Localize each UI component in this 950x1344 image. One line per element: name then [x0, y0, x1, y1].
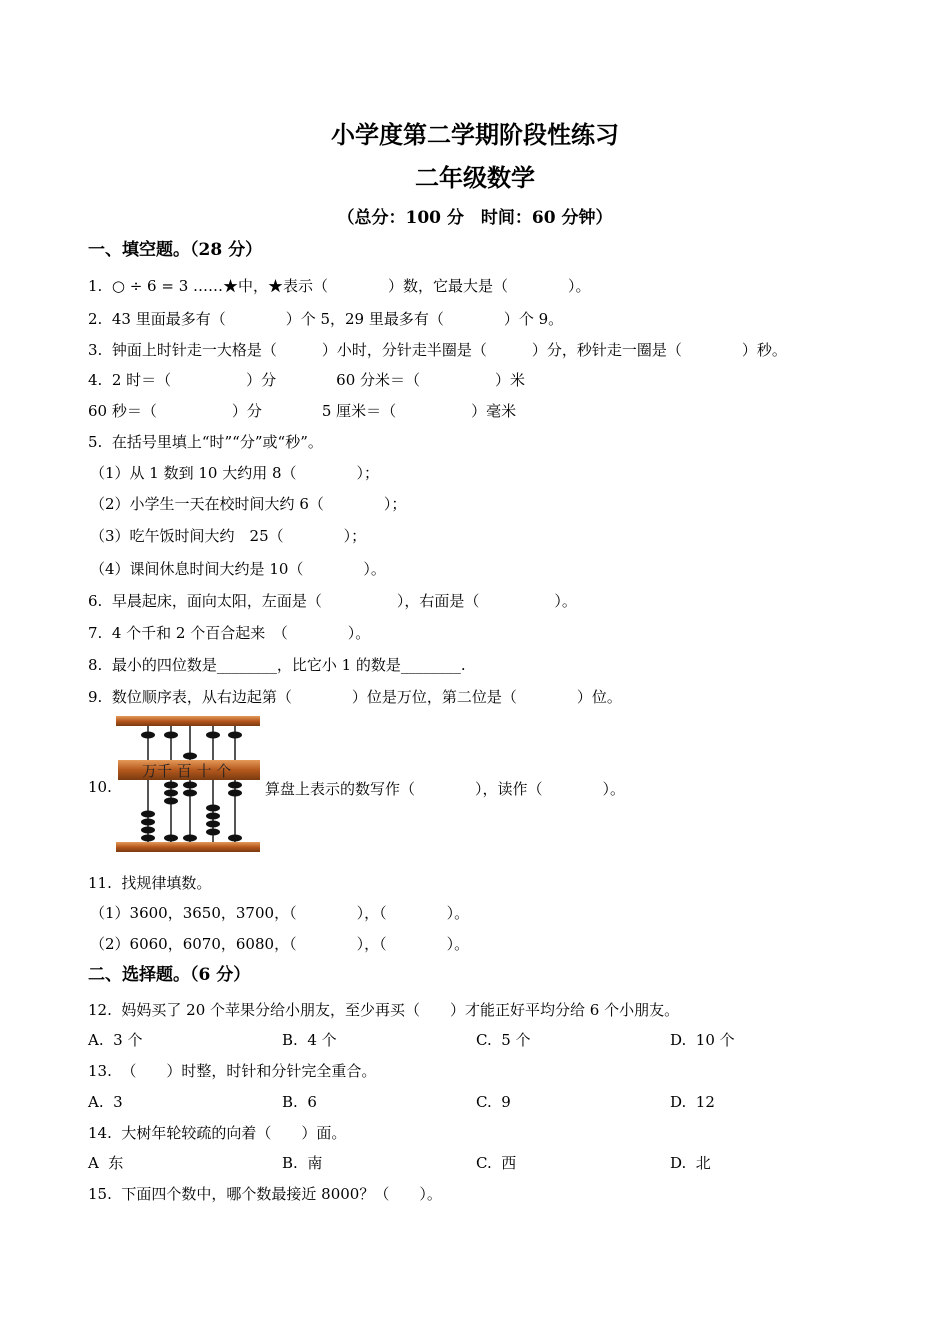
question-12: 12. 妈妈买了 20 个苹果分给小朋友，至少再买（ ）才能正好平均分给 6 个小朋友。	[88, 1001, 680, 1019]
question-7: 7. 4 个千和 2 个百合起来 （ ）。	[88, 624, 371, 642]
question-9: 9. 数位顺序表，从右边起第（ ）位是万位，第二位是（ ）位。	[88, 688, 622, 706]
question-11-2: （2）6060，6070，6080，（ ），（ ）。	[90, 935, 470, 953]
abacus-labels: 万千 百 十 个	[142, 762, 232, 780]
question-8: 8. 最小的四位数是________，比它小 1 的数是________.	[88, 656, 466, 674]
question-10-number: 10.	[88, 778, 112, 796]
q12-option-a[interactable]: A. 3 个	[88, 1031, 143, 1049]
question-2: 2. 43 里面最多有（ ）个 5，29 里最多有（ ）个 9。	[88, 310, 564, 328]
question-5-3: （3）吃午饭时间大约 25（ ）；	[90, 527, 367, 545]
q14-option-d[interactable]: D. 北	[670, 1154, 711, 1172]
abacus-image	[114, 714, 264, 856]
question-3: 3. 钟面上时针走一大格是（ ）小时，分针走半圈是（ ）分，秒针走一圈是（ ）秒。	[88, 341, 787, 359]
q13-option-d[interactable]: D. 12	[670, 1093, 715, 1111]
abacus-beads	[141, 732, 242, 842]
question-15: 15. 下面四个数中，哪个数最接近 8000？（ ）。	[88, 1185, 442, 1203]
question-11-1: （1）3600，3650，3700，（ ），（ ）。	[90, 904, 470, 922]
question-4a: 4. 2 时＝（ ）分 60 分米＝（ ）米	[88, 371, 526, 389]
question-13: 13. （ ）时整，时针和分针完全重合。	[88, 1062, 377, 1080]
q13-option-b[interactable]: B. 6	[282, 1093, 317, 1111]
question-6: 6. 早晨起床，面向太阳，左面是（ ），右面是（ ）。	[88, 592, 577, 610]
section-heading-choice: 二、选择题。（6 分）	[88, 965, 251, 985]
question-5: 5. 在括号里填上“时”“分”或“秒”。	[88, 433, 323, 451]
question-11: 11. 找规律填数。	[88, 874, 212, 892]
q12-option-b[interactable]: B. 4 个	[282, 1031, 337, 1049]
q13-option-a[interactable]: A. 3	[88, 1093, 123, 1111]
exam-title: 小学度第二学期阶段性练习	[331, 120, 619, 149]
question-14: 14. 大树年轮较疏的向着（ ）面。	[88, 1124, 347, 1142]
q14-option-b[interactable]: B. 南	[282, 1154, 323, 1172]
question-4b: 60 秒＝（ ）分 5 厘米＝（ ）毫米	[88, 402, 517, 420]
question-5-4: （4）课间休息时间大约是 10（ ）。	[90, 560, 386, 578]
q13-option-c[interactable]: C. 9	[476, 1093, 511, 1111]
abacus-bottom-frame	[116, 842, 260, 852]
question-1: 1. ○ ÷ 6 = 3 ……★中，★表示（ ）数，它最大是（ ）。	[88, 277, 591, 295]
q14-option-c[interactable]: C. 西	[476, 1154, 517, 1172]
section-heading-fill-blank: 一、填空题。（28 分）	[88, 240, 263, 260]
question-5-1: （1）从 1 数到 10 大约用 8（ ）；	[90, 464, 380, 482]
q12-option-d[interactable]: D. 10 个	[670, 1031, 735, 1049]
q12-option-c[interactable]: C. 5 个	[476, 1031, 531, 1049]
exam-subtitle: 二年级数学	[415, 163, 535, 192]
q14-option-a[interactable]: A 东	[88, 1154, 124, 1172]
exam-info: （总分：100 分 时间：60 分钟）	[337, 208, 613, 228]
question-5-2: （2）小学生一天在校时间大约 6（ ）；	[90, 495, 407, 513]
abacus-top-frame	[116, 716, 260, 726]
question-10: 算盘上表示的数写作（ ），读作（ ）。	[265, 780, 626, 798]
